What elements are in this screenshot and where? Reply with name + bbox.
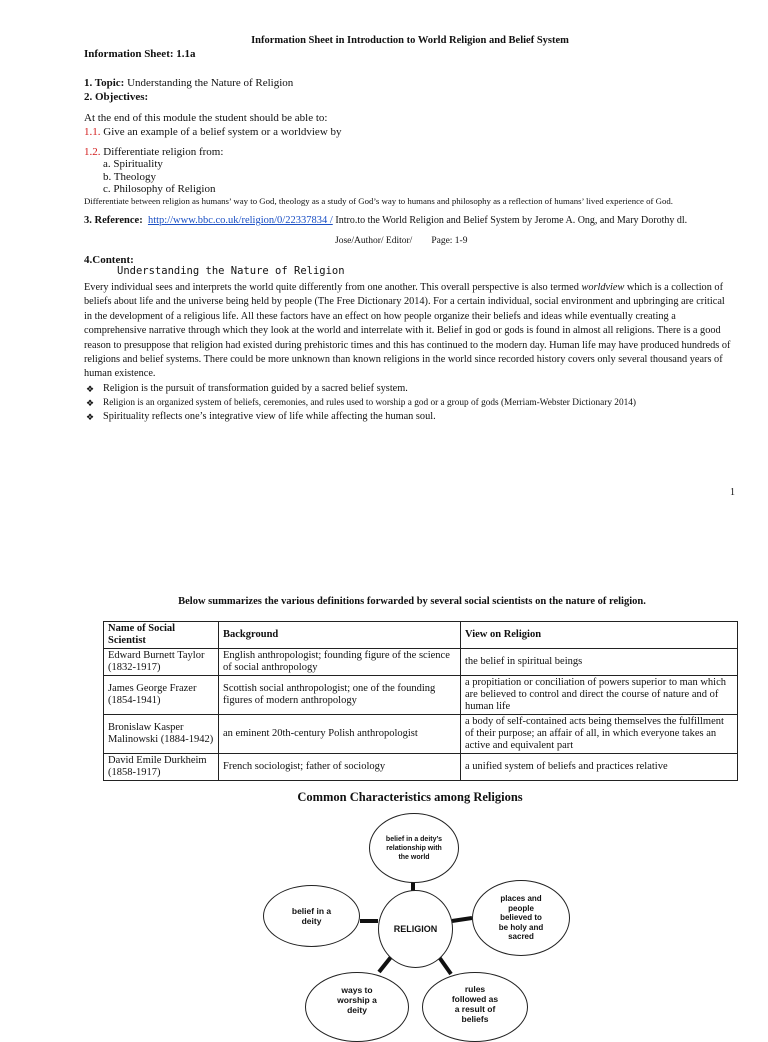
table-header-view: View on Religion xyxy=(461,622,738,649)
diagram-node-holy-places: places and people believed to be holy and sacred xyxy=(472,880,570,956)
table-cell: English anthropologist; founding figure of the science of social anthropology xyxy=(219,649,461,676)
reference-line xyxy=(84,214,687,227)
diagram-node-deity-relationship: belief in a deity’s relationship with the world xyxy=(369,813,459,883)
objective-1-2-text: Differentiate religion from: xyxy=(103,146,224,158)
objective-1-1-number: 1.1. xyxy=(84,126,101,138)
page-number: 1 xyxy=(730,487,735,498)
connector-bottom-left xyxy=(379,957,391,972)
content-heading: Understanding the Nature of Religion xyxy=(117,265,345,277)
social-scientists-table xyxy=(103,621,738,781)
content-bullet-list xyxy=(84,382,744,424)
reference-label: 3. Reference: xyxy=(84,215,143,226)
worldview-term: worldview xyxy=(581,282,625,293)
table-cell: a body of self-contained acts being themselves the fulfillment of their purpose; an affair of all, in which everyone takes an active and equivalent part xyxy=(461,715,738,754)
table-cell: Edward Burnett Taylor (1832-1917) xyxy=(104,649,219,676)
table-cell: a unified system of beliefs and practices relative xyxy=(461,754,738,781)
table-cell: David Emile Durkheim (1858-1917) xyxy=(104,754,219,781)
table-cell: Bronislaw Kasper Malinowski (1884-1942) xyxy=(104,715,219,754)
table-row xyxy=(104,676,738,715)
diagram-title: Common Characteristics among Religions xyxy=(297,790,523,804)
document-title: Information Sheet in Introduction to World Religion and Belief System xyxy=(251,35,569,46)
table-cell: a propitiation or conciliation of powers superior to man which are believed to control and direct the course of nature and of human life xyxy=(461,676,738,715)
topic-text: Understanding the Nature of Religion xyxy=(127,77,294,89)
content-label: 4.Content: xyxy=(84,254,134,266)
table-header-background: Background xyxy=(219,622,461,649)
topic-line xyxy=(84,77,293,90)
diamond-bullet-icon: ❖ xyxy=(86,412,95,422)
table-cell: the belief in spiritual beings xyxy=(461,649,738,676)
paragraph-part-1: Every individual sees and interprets the world quite differently from one another. This overall perspective is also termed xyxy=(84,282,582,293)
objective-subitem-philosophy: c. Philosophy of Religion xyxy=(103,183,216,195)
diamond-bullet-icon: ❖ xyxy=(86,398,95,408)
objective-1-2-number: 1.2. xyxy=(84,146,101,158)
bullet-text: Spirituality reflects one’s integrative view of life while affecting the human soul. xyxy=(103,411,436,422)
reference-link[interactable]: http://www.bbc.co.uk/religion/0/22337834 / xyxy=(147,215,333,226)
diagram-node-belief-in-deity: belief in a deity xyxy=(263,885,360,947)
table-row xyxy=(104,715,738,754)
table-row xyxy=(104,754,738,781)
diagram-node-religion: RELIGION xyxy=(378,890,453,968)
bullet-text: Religion is the pursuit of transformation guided by a sacred belief system. xyxy=(103,383,408,394)
reference-author-page: Jose/Author/ Editor/ Page: 1-9 xyxy=(335,236,468,246)
table-cell: French sociologist; father of sociology xyxy=(219,754,461,781)
topic-label: 1. Topic: xyxy=(84,77,125,89)
table-header-name: Name of Social Scientist xyxy=(104,622,219,649)
objectives-intro: At the end of this module the student should be able to: xyxy=(84,112,328,124)
table-cell: an eminent 20th-century Polish anthropologist xyxy=(219,715,461,754)
table-cell: James George Frazer (1854-1941) xyxy=(104,676,219,715)
diamond-bullet-icon: ❖ xyxy=(86,384,95,394)
objectives-label: 2. Objectives: xyxy=(84,91,149,103)
bullet-text: Religion is an organized system of beliefs, ceremonies, and rules used to worship a god or a group of gods (Merriam-Webster Dictionary 2014) xyxy=(103,398,636,408)
table-caption: Below summarizes the various definitions forwarded by several social scientists on the nature of religion. xyxy=(178,596,646,607)
objective-subitem-spirituality: a. Spirituality xyxy=(103,158,163,170)
connector-right xyxy=(452,918,472,921)
content-paragraph xyxy=(84,281,732,382)
reference-text: Intro.to the World Religion and Belief System by Jerome A. Ong, and Mary Dorothy dl. xyxy=(335,215,688,226)
paragraph-part-2: which is a collection of beliefs about life and the universe being held by people (The Free Dictionary 2014). For a certain individual, social environment and upbringing are critical in the development of a religious life. All these factors have an effect on how people organize their beliefs and ideas while eventually creating a comprehensive narrative through which they look at the world and interrelate with it. Belief in god or gods is found in almost all religions. There is a good reason to presuppose that religion had existed during prehistoric times and this has continued to the modern day. Human life may have produced hundreds of religions and belief systems. There could be more unknown than known religions in the world since recorded history covers only several thousand years of human existence. xyxy=(84,282,731,380)
objectives-note: Differentiate between religion as humans’ way to God, theology as a study of God’s way to humans and philosophy as a reflection of humans’ lived experience of God. xyxy=(84,196,673,206)
table-cell: Scottish social anthropologist; one of the founding figures of modern anthropology xyxy=(219,676,461,715)
objective-subitem-theology: b. Theology xyxy=(103,171,156,183)
table-header-row xyxy=(104,622,738,649)
list-item xyxy=(84,410,744,424)
objective-1-1 xyxy=(84,126,342,139)
list-item xyxy=(84,382,744,396)
connector-bottom-right xyxy=(439,957,451,974)
objective-1-1-text: Give an example of a belief system or a worldview by xyxy=(103,126,342,138)
information-sheet-number: Information Sheet: 1.1a xyxy=(84,48,196,60)
diagram-node-rules: rules followed as a result of beliefs xyxy=(422,972,528,1042)
list-item xyxy=(84,396,744,410)
diagram-node-ways-to-worship: ways to worship a deity xyxy=(305,972,409,1042)
table-row xyxy=(104,649,738,676)
